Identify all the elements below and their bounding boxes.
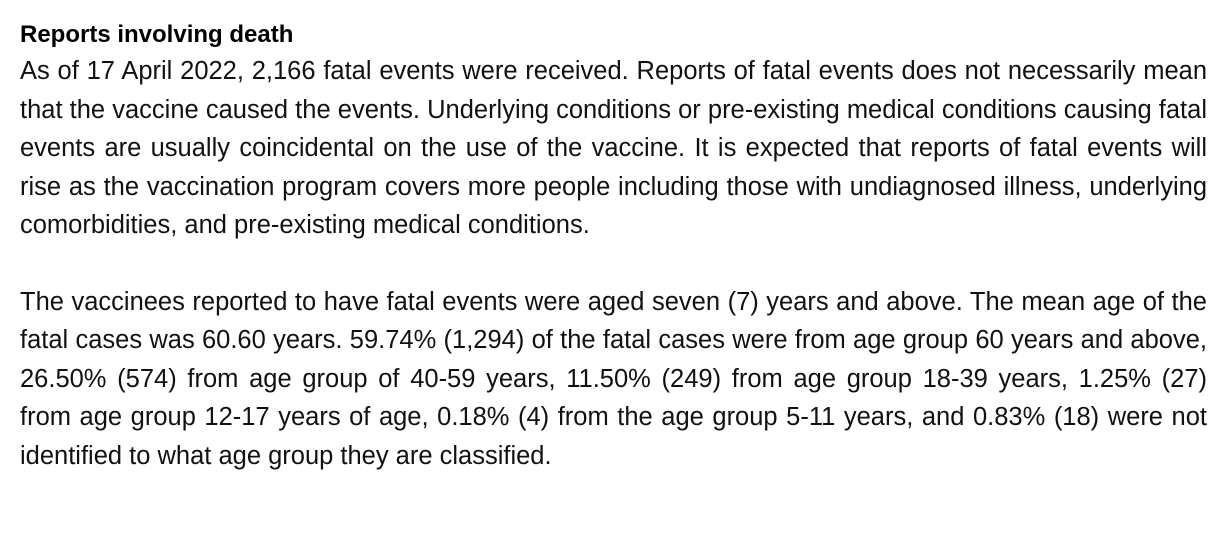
section-heading: Reports involving death (20, 21, 294, 48)
paragraph-fatal-events-summary: As of 17 April 2022, 2,166 fatal events were received. Reports of fatal events does not necessarily mean that the vaccine caused the events. Underlying conditions or pre-existing medical conditions causing fatal events are usually coincidental on the use of the vaccine. It is expected that reports of fatal events will rise as the vaccination program covers more people including those with undiagnosed illness, underlying comorbidities, and pre-existing medical conditions. (20, 57, 1207, 239)
paragraph-age-distribution: The vaccinees reported to have fatal events were aged seven (7) years and above. The mean age of the fatal cases was 60.60 years. 59.74% (1,294) of the fatal cases were from age group 60 years and above, 26.50% (574) from age group of 40-59 years, 11.50% (249) from age group 18-39 years, 1.25% (27) from age group 12-17 years of age, 0.18% (4) from the age group 5-11 years, and 0.83% (18) were not identified to what age group they are classified. (20, 287, 1207, 470)
